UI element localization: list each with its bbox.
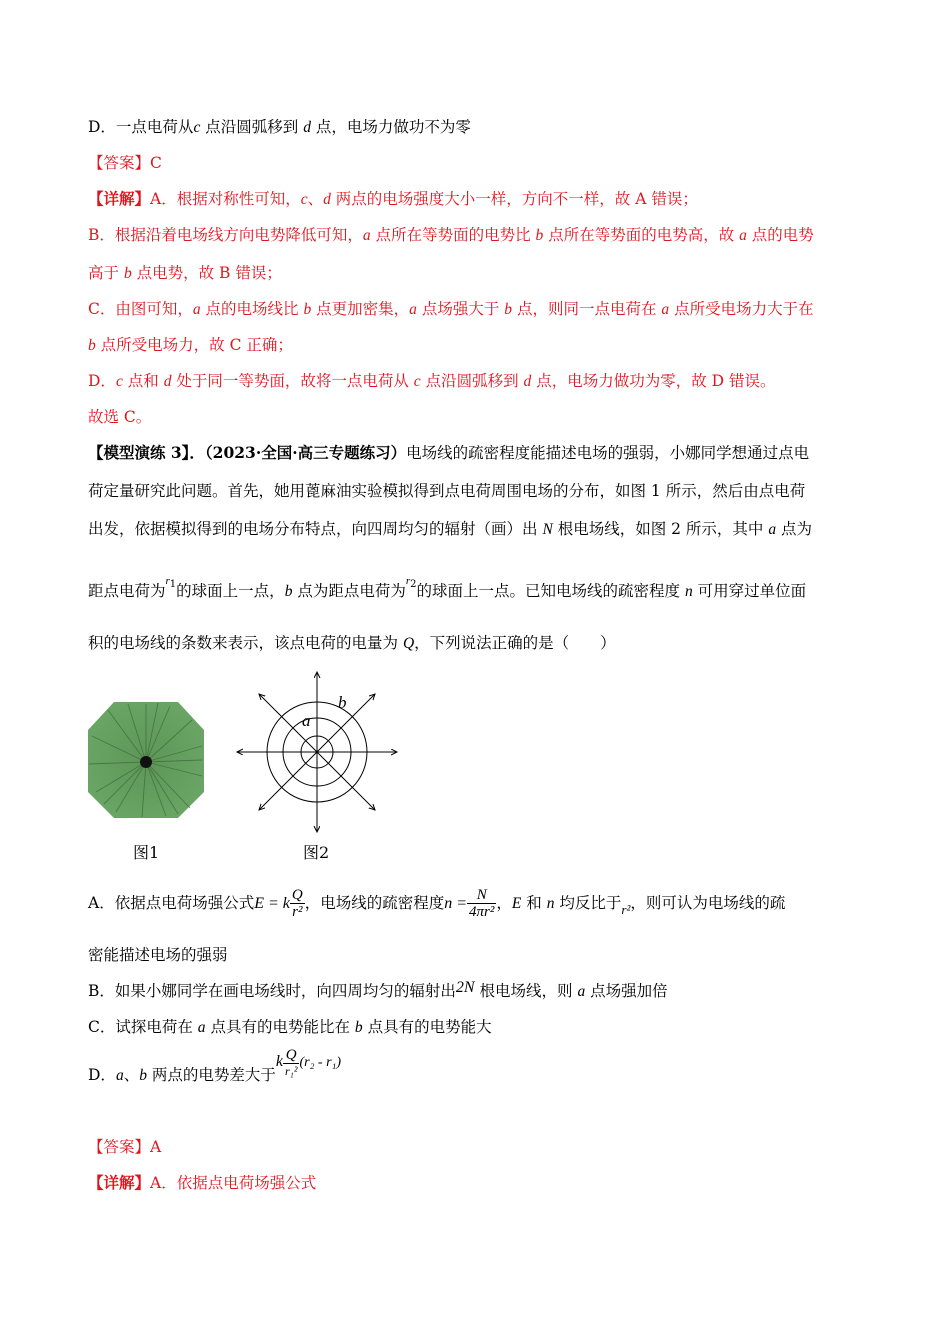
question-line-2: 荷定量研究此问题。首先，她用蓖麻油实验模拟得到点电荷周围电场的分布，如图 1 所示，然后由点电荷 xyxy=(88,482,806,500)
point-b-label: b xyxy=(338,693,347,712)
figure-2-caption: 图2 xyxy=(303,843,330,862)
detail-line-d: D．c 点和 d 处于同一等势面，故将一点电荷从 c 点沿圆弧移到 d 点，电场力做功为零，故 D 错误。 xyxy=(88,372,776,390)
question-line-1: 【模型演练 3】．（2023·全国·高三专题练习）电场线的疏密程度能描述电场的强弱，小娜同学想通过点电 xyxy=(88,443,810,462)
castor-oil-photo xyxy=(86,700,206,820)
option-b: B．如果小娜同学在画电场线时，向四周均匀的辐射出2N 根电场线，则 a 点场强加倍 xyxy=(88,979,668,1000)
detail-line-b: B．根据沿着电场线方向电势降低可知，a 点所在等势面的电势比 b 点所在等势面的电势高，故 a 点的电势 xyxy=(88,226,814,244)
question-line-4: 距点电荷为$^{r_1}$的球面上一点，b 点为距点电荷为$^{r_2}$的球面上一点。已知电场线的疏密程度 n 可用穿过单位面 xyxy=(88,575,807,600)
point-a-label: a xyxy=(302,711,311,730)
answer-line: 【答案】C xyxy=(88,154,162,172)
detail-line-c2: b 点所受电场力，故 C 正确； xyxy=(88,336,293,354)
question-line-3: 出发，依据模拟得到的电场分布特点，向四周均匀的辐射（画）出 N 根电场线，如图 2 所示，其中 a 点为 xyxy=(88,520,813,538)
option-d: D．a、b 两点的电势差大于k $\frac{Q}{\text{r₁²}}$ (r₂ - r₁) xyxy=(88,1046,342,1084)
detail-line-c: C．由图可知，a 点的电场线比 b 点更加密集，a 点场强大于 b 点，则同一点电荷在 a 点所受电场力大于在 xyxy=(88,300,814,318)
detail-line-a: 【详解】A．根据对称性可知，c、d 两点的电场强度大小一样，方向不一样，故 A 错误； xyxy=(88,189,698,208)
option-a-cont: 密能描述电场的强弱 xyxy=(88,946,228,964)
conclusion-line: 故选 C。 xyxy=(88,408,152,426)
figure-1-caption: 图1 xyxy=(133,843,160,862)
field-line-diagram xyxy=(232,670,402,835)
question-line-5: 积的电场线的条数来表示，该点电荷的电量为 Q，下列说法正确的是（ ） xyxy=(88,634,616,652)
option-d-prev: D．一点电荷从c 点沿圆弧移到 d 点，电场力做功不为零 xyxy=(88,118,471,136)
detail-line-2: 【详解】A．依据点电荷场强公式 xyxy=(88,1173,317,1192)
option-c: C．试探电荷在 a 点具有的电势能比在 b 点具有的电势能大 xyxy=(88,1018,492,1036)
answer-line-2: 【答案】A xyxy=(88,1138,162,1156)
detail-line-b2: 高于 b 点电势，故 B 错误； xyxy=(88,264,282,282)
option-a: A．依据点电荷场强公式E = k $\frac{Q}{\text{r²}}$ ，电场线的疏密程度n = $\frac{N}{\text{4πr²}}$ ，E 和 n 均反比于$_{r^2}$，则可认为电场线的疏 xyxy=(88,887,786,920)
